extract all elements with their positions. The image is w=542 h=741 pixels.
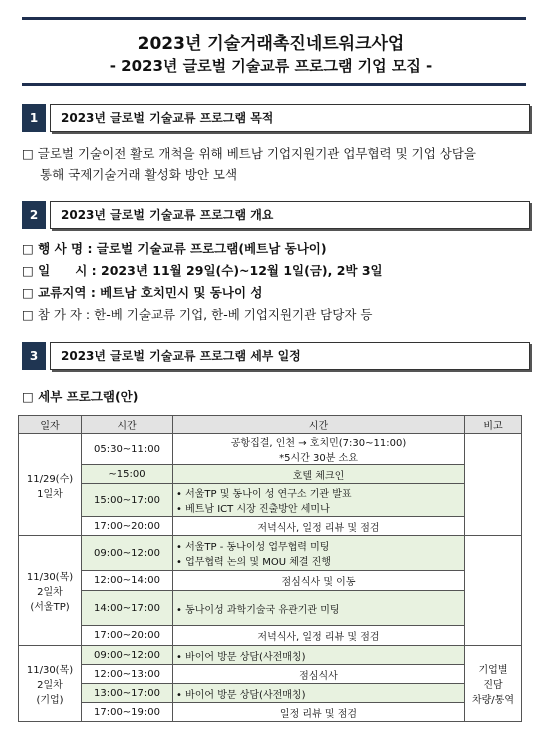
section-number: 1 [22, 104, 46, 132]
note-cell [465, 646, 522, 722]
time-cell: 09:00~12:00 [82, 646, 173, 665]
section-title: 2023년 글로벌 기술교류 프로그램 목적 [50, 104, 530, 132]
overview-label: □ 참 가 자 : [22, 307, 91, 322]
time-cell: 09:00~12:00 [82, 536, 173, 571]
content-cell: • 바이어 방문 상담(사전매칭) [173, 646, 465, 665]
day-number: 2일차 [37, 587, 63, 598]
content-cell [173, 484, 465, 517]
overview-label: □ 일 시 : [22, 263, 97, 278]
content-cell: 저녁식사, 일정 리뷰 및 점검 [173, 517, 465, 536]
header-time: 시간 [82, 416, 173, 434]
overview-item [22, 238, 526, 260]
overview-item [22, 304, 526, 326]
overview-item [22, 260, 526, 282]
table-header-row [19, 416, 522, 434]
content-line: • 서울TP - 동나이성 업무협력 미팅 [176, 542, 330, 553]
purpose-text [22, 143, 526, 185]
content-line: • 업무협력 논의 및 MOU 체결 진행 [176, 557, 332, 568]
table-row [19, 665, 522, 684]
section-title: 2023년 글로벌 기술교류 프로그램 개요 [50, 201, 530, 229]
table-row [19, 684, 522, 703]
content-cell: 호텔 체크인 [173, 465, 465, 484]
section-number: 2 [22, 201, 46, 229]
time-cell: 15:00~17:00 [82, 484, 173, 517]
table-row [19, 646, 522, 665]
content-line: • 베트남 ICT 시장 진출방안 세미나 [176, 504, 330, 515]
overview-value: 베트남 호치민시 및 동나이 성 [95, 285, 263, 300]
detail-heading: □ 세부 프로그램(안) [22, 389, 139, 404]
table-row [19, 626, 522, 646]
day-group: (기업) [36, 695, 64, 706]
top-rule [22, 17, 526, 20]
content-cell [173, 536, 465, 571]
overview-value: 한-베 기술교류 기업, 한-베 기업지원기관 담당자 등 [90, 307, 373, 322]
day-cell [19, 434, 82, 536]
note-line: 진담 [483, 680, 503, 691]
time-cell: 17:00~20:00 [82, 626, 173, 646]
overview-value: 글로벌 기술교류 프로그램(베트남 동나이) [92, 241, 327, 256]
table-row [19, 591, 522, 626]
time-cell: 12:00~13:00 [82, 665, 173, 684]
time-cell: ~15:00 [82, 465, 173, 484]
content-line: 공항집결, 인천 → 호치민(7:30~11:00) [230, 438, 407, 449]
content-cell: 점심식사 및 이동 [173, 571, 465, 591]
bottom-rule [22, 83, 526, 86]
content-cell: • 바이어 방문 상담(사전매칭) [173, 684, 465, 703]
table-row [19, 484, 522, 517]
overview-value: 2023년 11월 29일(수)~12월 1일(금), 2박 3일 [96, 263, 383, 278]
purpose-line-1: □ 글로벌 기술이전 활로 개척을 위해 베트남 기업지원기관 업무협력 및 기업 상담을 [22, 146, 476, 161]
header-date: 일자 [19, 416, 82, 434]
time-cell: 17:00~19:00 [82, 703, 173, 722]
day-date: 11/30(목) [26, 665, 74, 676]
content-line: *5시간 30분 소요 [279, 453, 358, 464]
overview-list [22, 238, 526, 326]
time-cell: 13:00~17:00 [82, 684, 173, 703]
schedule-table [18, 415, 522, 722]
table-row [19, 571, 522, 591]
day-date: 11/29(수) [26, 473, 74, 485]
table-row [19, 465, 522, 484]
note-cell [465, 434, 522, 536]
content-cell: 일정 리뷰 및 점검 [173, 703, 465, 722]
day-cell [19, 536, 82, 646]
header-note: 비고 [465, 416, 522, 434]
header-content: 시간 [173, 416, 465, 434]
page-title: 2023년 기술거래촉진네트워크사업 [137, 34, 405, 54]
day-number: 1일차 [37, 488, 63, 500]
content-cell: 저녁식사, 일정 리뷰 및 점검 [173, 626, 465, 646]
content-cell: • 동나이성 과학기술국 유관기관 미팅 [173, 591, 465, 626]
table-row [19, 434, 522, 465]
note-line: 기업별 [478, 665, 508, 676]
overview-label: □ 행 사 명 : [22, 241, 93, 256]
day-number: 2일차 [37, 680, 63, 691]
note-line: 차량/통역 [471, 695, 514, 706]
note-cell [465, 536, 522, 646]
overview-item [22, 282, 526, 304]
day-cell [19, 646, 82, 722]
day-group: (서울TP) [30, 602, 70, 613]
overview-label: □ 교류지역 : [22, 285, 96, 300]
section-number: 3 [22, 342, 46, 370]
time-cell: 14:00~17:00 [82, 591, 173, 626]
content-line: • 서울TP 및 동나이 성 연구소 기관 발표 [176, 489, 352, 500]
table-row [19, 703, 522, 722]
section-title: 2023년 글로벌 기술교류 프로그램 세부 일정 [50, 342, 530, 370]
day-date: 11/30(목) [26, 572, 74, 583]
time-cell: 17:00~20:00 [82, 517, 173, 536]
purpose-line-2: 통해 국제기술거래 활성화 방안 모색 [40, 167, 238, 182]
table-row [19, 536, 522, 571]
page-subtitle: - 2023년 글로벌 기술교류 프로그램 기업 모집 - [109, 57, 433, 75]
content-cell [173, 434, 465, 465]
content-cell: 점심식사 [173, 665, 465, 684]
time-cell: 05:30~11:00 [82, 434, 173, 465]
time-cell: 12:00~14:00 [82, 571, 173, 591]
table-row [19, 517, 522, 536]
